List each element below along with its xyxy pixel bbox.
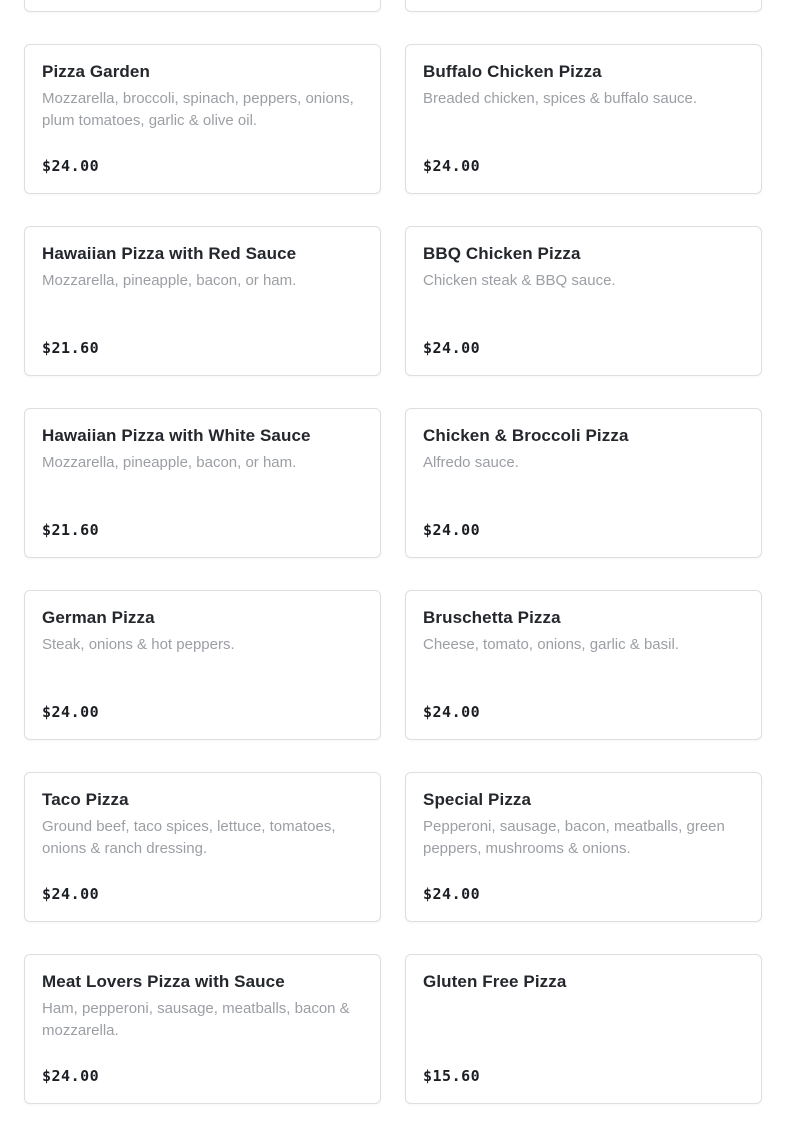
menu-item-name: BBQ Chicken Pizza xyxy=(423,244,581,263)
menu-item-card[interactable] xyxy=(405,226,762,376)
menu-item-card[interactable] xyxy=(405,44,762,194)
menu-item-card[interactable] xyxy=(405,954,762,1104)
menu-item-name: Taco Pizza xyxy=(42,790,129,809)
menu-item-description: Ground beef, taco spices, lettuce, tomatoes, onions & ranch dressing. xyxy=(42,818,336,857)
menu-item-price: $24.00 xyxy=(423,885,481,903)
menu-item-card[interactable] xyxy=(24,408,381,558)
menu-item-name: Buffalo Chicken Pizza xyxy=(423,62,602,81)
menu-item-price: $24.00 xyxy=(42,157,100,175)
menu-item-name: Gluten Free Pizza xyxy=(423,972,567,991)
menu-item-card[interactable] xyxy=(405,590,762,740)
menu-item-price: $24.00 xyxy=(423,703,481,721)
menu-item-name: Hawaiian Pizza with Red Sauce xyxy=(42,244,297,263)
menu-item-price: $21.60 xyxy=(42,521,100,539)
menu-item-description: Pepperoni, sausage, bacon, meatballs, green peppers, mushrooms & onions. xyxy=(423,818,725,857)
menu-item-name: German Pizza xyxy=(42,608,155,627)
menu-item-description: Mozzarella, broccoli, spinach, peppers, onions, plum tomatoes, garlic & olive oil. xyxy=(42,90,354,129)
menu-item-card[interactable] xyxy=(24,226,381,376)
menu-item-description: Cheese, tomato, onions, garlic & basil. xyxy=(423,636,679,653)
menu-item-price: $24.00 xyxy=(423,339,481,357)
menu-item-price: $24.00 xyxy=(42,1067,100,1085)
menu-item-price: $24.00 xyxy=(42,703,100,721)
menu-item-card[interactable] xyxy=(405,772,762,922)
menu-item-card[interactable] xyxy=(24,772,381,922)
menu-item-description: Ham, pepperoni, sausage, meatballs, bacon & mozzarella. xyxy=(42,1000,350,1039)
menu-item-card[interactable] xyxy=(24,954,381,1104)
menu-item-card-partial[interactable] xyxy=(405,0,762,12)
menu-item-card[interactable] xyxy=(24,590,381,740)
menu-item-name: Meat Lovers Pizza with Sauce xyxy=(42,972,285,991)
menu-item-card[interactable] xyxy=(24,44,381,194)
menu-item-name: Chicken & Broccoli Pizza xyxy=(423,426,629,445)
menu-item-description: Mozzarella, pineapple, bacon, or ham. xyxy=(42,272,297,289)
menu-item-name: Special Pizza xyxy=(423,790,532,809)
menu-item-name: Pizza Garden xyxy=(42,62,150,81)
menu-item-card[interactable] xyxy=(405,408,762,558)
menu-item-price: $24.00 xyxy=(42,885,100,903)
menu-item-name: Bruschetta Pizza xyxy=(423,608,561,627)
menu-item-description: Alfredo sauce. xyxy=(423,454,519,471)
menu-item-price: $15.60 xyxy=(423,1067,481,1085)
menu-item-price: $21.60 xyxy=(42,339,100,357)
menu-item-name: Hawaiian Pizza with White Sauce xyxy=(42,426,311,445)
menu-item-description: Mozzarella, pineapple, bacon, or ham. xyxy=(42,454,297,471)
menu-grid xyxy=(24,0,762,1104)
menu-item-description: Steak, onions & hot peppers. xyxy=(42,636,235,653)
menu-item-price: $24.00 xyxy=(423,157,481,175)
menu-item-description: Breaded chicken, spices & buffalo sauce. xyxy=(423,90,698,107)
menu-item-description: Chicken steak & BBQ sauce. xyxy=(423,272,616,289)
menu-item-card-partial[interactable] xyxy=(24,0,381,12)
menu-item-price: $24.00 xyxy=(423,521,481,539)
